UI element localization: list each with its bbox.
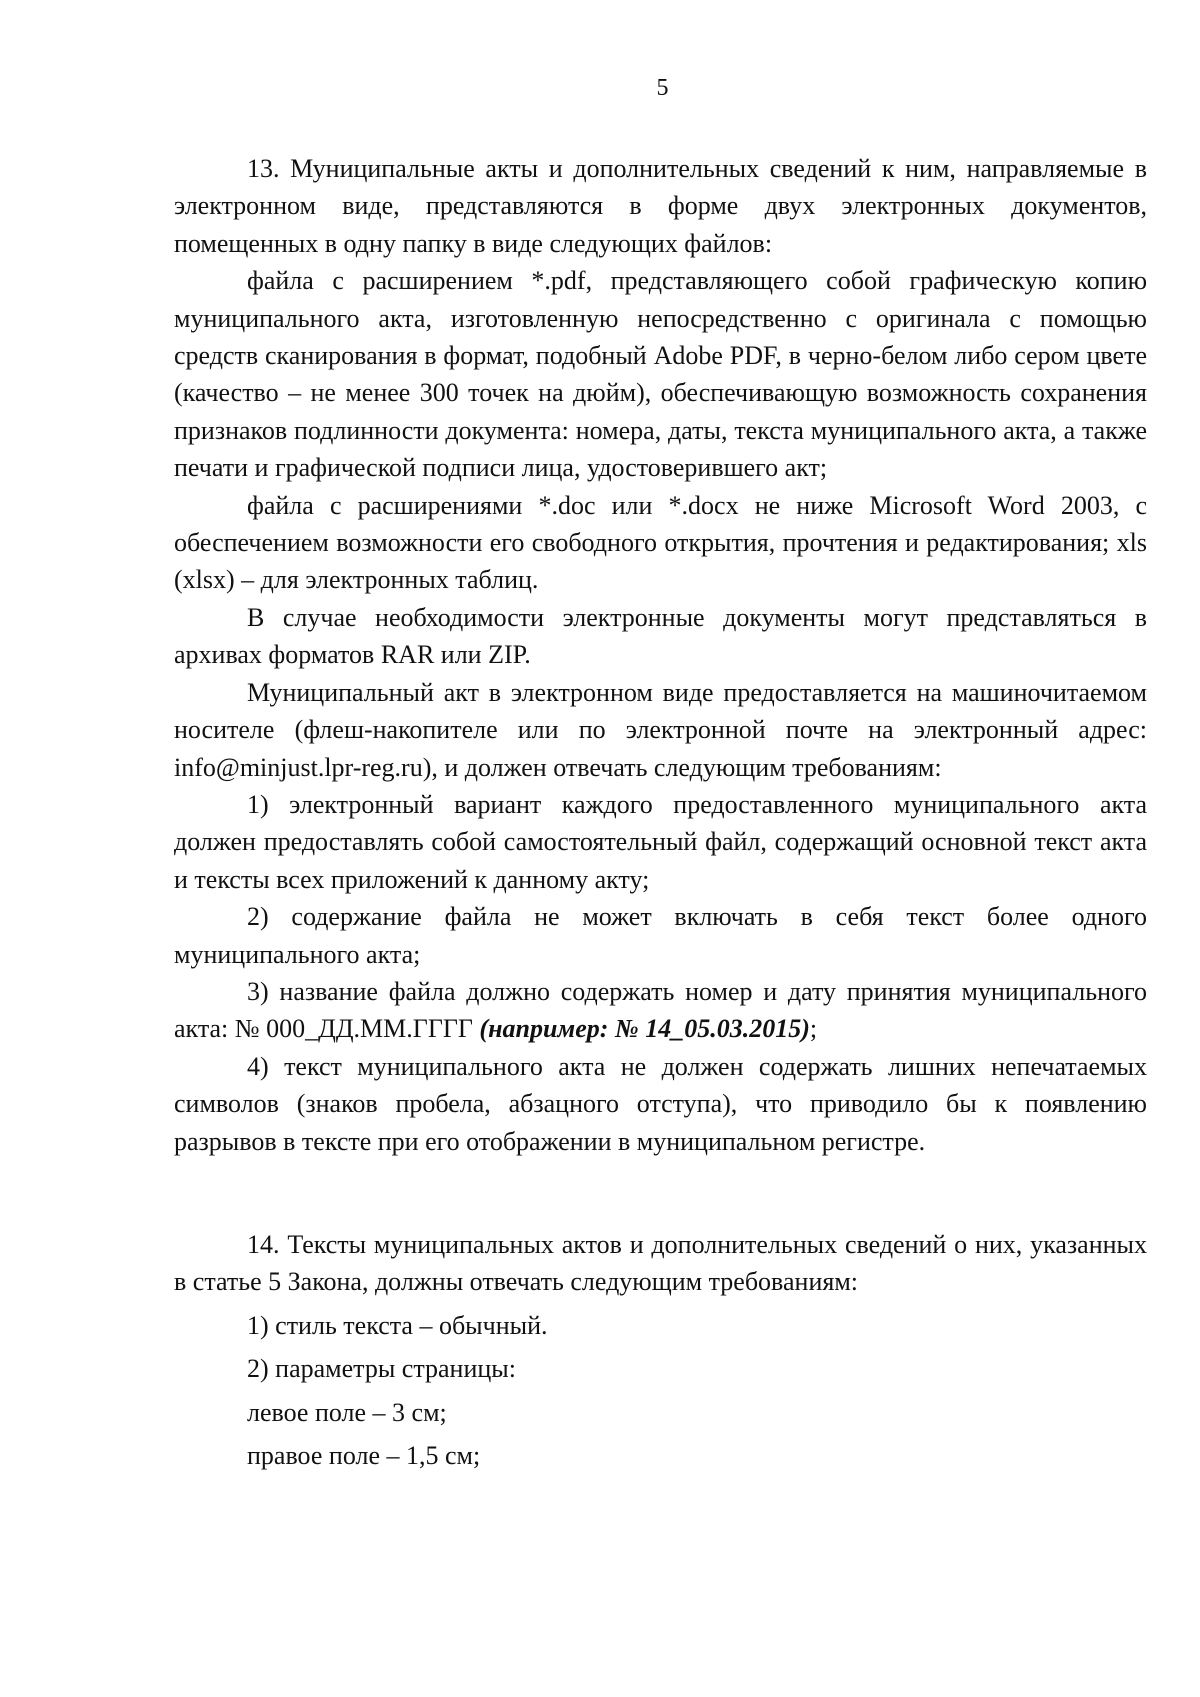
doc-file-requirement: файла с расширениями *.doc или *.docx не ниже Microsoft Word 2003, с обеспечением возможности его свободного открытия, прочтения и редактирования; xls (xlsx) – для электронных таблиц. <box>174 490 1147 595</box>
section-13-intro: 13. Муниципальные акты и дополнительных сведений к ним, направляемые в электронном виде, представляются в форме двух электронных документов, помещенных в одну папку в виде следующих файлов: <box>174 154 1147 258</box>
requirement-3-text: 3) название файла должно содержать номер и дату принятия муниципального акта: № 000_ДД.ММ.ГГГГ <box>174 976 1147 1044</box>
page-number: 5 <box>656 75 669 101</box>
archives-paragraph: В случае необходимости электронные документы могут представляться в архивах форматов RAR или ZIP. <box>174 602 1147 670</box>
section-14-intro: 14. Тексты муниципальных актов и дополнительных сведений о них, указанных в статье 5 Закона, должны отвечать следующим требованиям: <box>174 1229 1147 1297</box>
requirement-4: 4) текст муниципального акта не должен содержать лишних непечатаемых символов (знаков пробела, абзацного отступа), что приводило бы к появлению разрывов в тексте при его отображении в муниципальном регистре. <box>174 1051 1147 1156</box>
requirement-2: 2) содержание файла не может включать в себя текст более одного муниципального акта; <box>174 902 1147 969</box>
carrier-paragraph: Муниципальный акт в электронном виде предоставляется на машиночитаемом носителе (флеш-накопителе или по электронной почте на электронный адрес: info@minjust.lpr-reg.ru), и должен отвечать следующим требованиям: <box>174 677 1147 782</box>
right-margin-item: правое поле – 1,5 см; <box>247 1441 481 1470</box>
left-margin-item: левое поле – 3 см; <box>247 1397 447 1427</box>
page-params-item: 2) параметры страницы: <box>247 1354 516 1384</box>
pdf-file-requirement: файла с расширением *.pdf, представляющего собой графическую копию муниципального акта, изготовленную непосредственно с оригинала с помощью средств сканирования в формат, подобный Adobe PDF, в черно-белом либо сером цвете (качество – не менее 300 точек на дюйм), обеспечивающую возможность сохранения признаков подлинности документа: номера, даты, текста муниципального акта, а также печати и графической подписи лица, удостоверившего акт; <box>174 266 1147 483</box>
text-style-item: 1) стиль текста – обычный. <box>247 1310 548 1340</box>
requirement-3-example: (например: № 14_05.03.2015) <box>479 1014 810 1044</box>
requirement-3-end: ; <box>809 1014 818 1044</box>
requirement-1: 1) электронный вариант каждого предоставленного муниципального акта должен предоставлять собой самостоятельный файл, содержащий основной текст акта и тексты всех приложений к данному акту; <box>174 789 1147 894</box>
section-gap <box>174 1160 1147 1197</box>
requirement-3 <box>174 973 1147 1048</box>
document-body <box>174 150 1147 1474</box>
